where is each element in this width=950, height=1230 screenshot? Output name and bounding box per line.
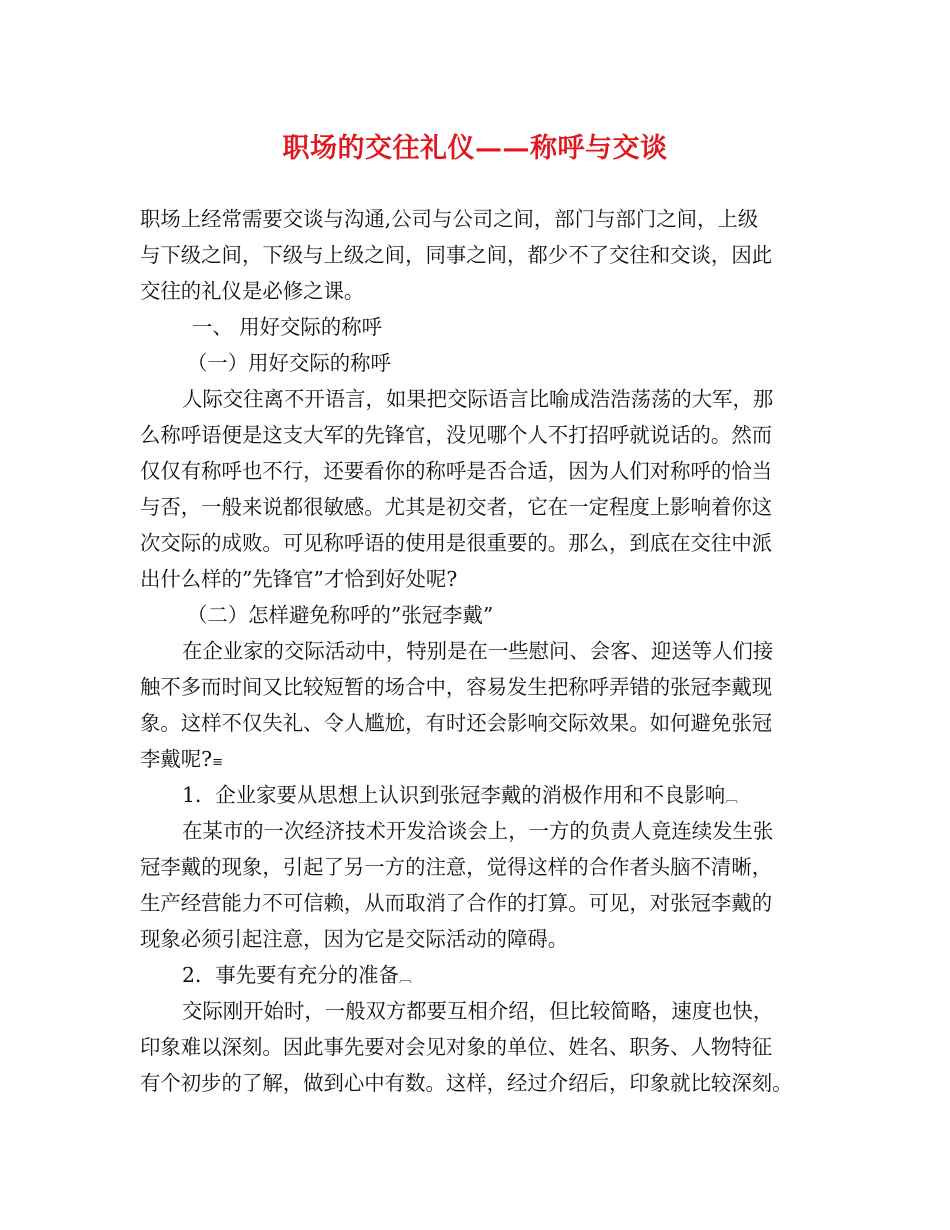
text-line: 人际交往离不开语言，如果把交际语言比喻成浩浩荡荡的大军，那	[182, 387, 774, 411]
text-line: 出什么样的”先锋官”才恰到好处呢?	[140, 567, 458, 591]
text-line: 象。这样不仅失礼、令人尴尬，有时还会影响交际效果。如何避免张冠	[140, 711, 773, 735]
paragraph	[140, 813, 830, 957]
text-line: 交际刚开始时，一般双方都要互相介绍，但比较简略，速度也快，	[182, 999, 774, 1023]
document-title: 职场的交往礼仪——称呼与交谈	[282, 133, 668, 164]
text-line: 与下级之间，下级与上级之间，同事之间，都少不了交往和交谈，因此	[140, 243, 773, 267]
text-line: 交往的礼仪是必修之课。	[140, 279, 365, 303]
text-line: 仅仅有称呼也不行，还要看你的称呼是否合适，因为人们对称呼的恰当	[140, 459, 773, 483]
section-heading: 一、 用好交际的称呼	[192, 315, 382, 339]
stray-mark: ︹	[398, 971, 412, 986]
intro-paragraph	[140, 201, 830, 309]
text-line: 触不多而时间又比较短暂的场合中，容易发生把称呼弄错的张冠李戴现	[140, 675, 773, 699]
text-line: 职场上经常需要交谈与沟通,公司与公司之间，部门与部门之间，上级	[140, 207, 759, 231]
stray-mark: ≡	[212, 755, 224, 770]
paragraph	[140, 993, 830, 1101]
list-item-text: 1．企业家要从思想上认识到张冠李戴的消极作用和不良影响	[182, 783, 726, 807]
text-line: 与否，一般来说都很敏感。尤其是初交者，它在一定程度上影响着你这	[140, 495, 773, 519]
text-line: 么称呼语便是这支大军的先锋官，没见哪个人不打招呼就说话的。然而	[140, 423, 773, 447]
text-line: 在某市的一次经济技术开发洽谈会上，一方的负责人竟连续发生张	[182, 819, 774, 843]
paragraph	[140, 381, 830, 597]
text-line: 有个初步的了解，做到心中有数。这样，经过介绍后，印象就比较深刻。	[140, 1071, 793, 1095]
text-line	[140, 741, 830, 777]
text-line: 次交际的成败。可见称呼语的使用是很重要的。那么，到底在交往中派	[140, 531, 773, 555]
text-line: 在企业家的交际活动中，特别是在一些慰问、会客、迎送等人们接	[182, 639, 774, 663]
subsection-heading: （二）怎样避免称呼的”张冠李戴”	[187, 603, 494, 627]
text-line: 印象难以深刻。因此事先要对会见对象的单位、姓名、职务、人物特征	[140, 1035, 773, 1059]
text-fragment: 李戴呢?	[140, 747, 213, 771]
document-body	[140, 201, 830, 1101]
text-line: 冠李戴的现象，引起了另一方的注意，觉得这样的合作者头脑不清晰，	[140, 855, 773, 879]
subsection-heading: （一）用好交际的称呼	[187, 351, 391, 375]
paragraph	[140, 633, 830, 777]
text-line: 现象必须引起注意，因为它是交际活动的障碍。	[140, 927, 569, 951]
stray-mark: ︹	[725, 791, 739, 806]
list-item	[140, 777, 830, 813]
list-item-text: 2．事先要有充分的准备	[182, 963, 399, 987]
text-line: 生产经营能力不可信赖，从而取消了合作的打算。可见，对张冠李戴的	[140, 891, 773, 915]
list-item	[140, 957, 830, 993]
